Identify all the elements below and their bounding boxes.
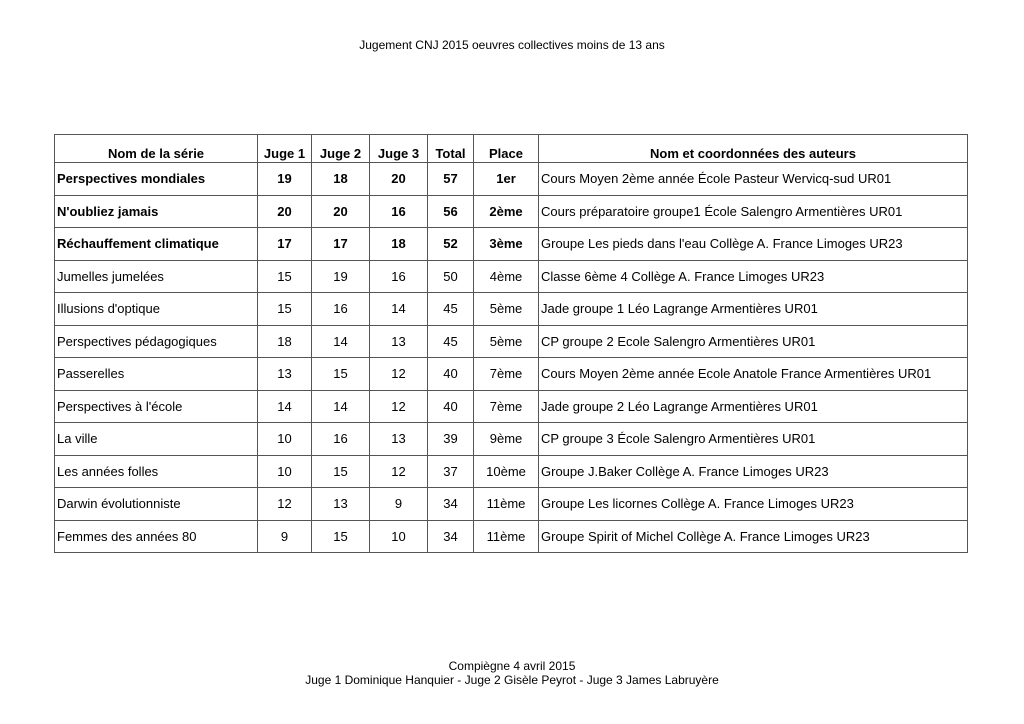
authors-cell: CP groupe 3 École Salengro Armentières UR01 bbox=[539, 423, 968, 456]
column-header-judge-2: Juge 2 bbox=[312, 135, 370, 163]
total-score-cell: 39 bbox=[428, 423, 474, 456]
authors-cell: Cours Moyen 2ème année Ecole Anatole France Armentières UR01 bbox=[539, 358, 968, 391]
judge-1-score-cell: 14 bbox=[258, 390, 312, 423]
series-name-cell: Réchauffement climatique bbox=[55, 228, 258, 261]
place-cell: 5ème bbox=[474, 325, 539, 358]
total-score-cell: 52 bbox=[428, 228, 474, 261]
judge-1-score-cell: 17 bbox=[258, 228, 312, 261]
total-score-cell: 45 bbox=[428, 325, 474, 358]
series-name-cell: Les années folles bbox=[55, 455, 258, 488]
judge-2-score-cell: 20 bbox=[312, 195, 370, 228]
table-row bbox=[55, 195, 968, 228]
place-cell: 10ème bbox=[474, 455, 539, 488]
judge-3-score-cell: 12 bbox=[370, 358, 428, 391]
authors-cell: Cours Moyen 2ème année École Pasteur Wervicq-sud UR01 bbox=[539, 163, 968, 196]
judge-1-score-cell: 18 bbox=[258, 325, 312, 358]
judge-3-score-cell: 16 bbox=[370, 195, 428, 228]
judge-1-score-cell: 12 bbox=[258, 488, 312, 521]
judge-1-score-cell: 20 bbox=[258, 195, 312, 228]
judge-2-score-cell: 15 bbox=[312, 455, 370, 488]
judge-1-score-cell: 13 bbox=[258, 358, 312, 391]
series-name-cell: Perspectives pédagogiques bbox=[55, 325, 258, 358]
place-cell: 2ème bbox=[474, 195, 539, 228]
series-name-cell: Perspectives à l'école bbox=[55, 390, 258, 423]
judge-3-score-cell: 12 bbox=[370, 390, 428, 423]
judge-1-score-cell: 10 bbox=[258, 423, 312, 456]
table-row bbox=[55, 260, 968, 293]
judge-1-score-cell: 15 bbox=[258, 260, 312, 293]
judge-2-score-cell: 16 bbox=[312, 423, 370, 456]
total-score-cell: 40 bbox=[428, 390, 474, 423]
judge-3-score-cell: 9 bbox=[370, 488, 428, 521]
series-name-cell: Illusions d'optique bbox=[55, 293, 258, 326]
footer-place-date: Compiègne 4 avril 2015 bbox=[448, 659, 576, 673]
total-score-cell: 56 bbox=[428, 195, 474, 228]
judge-1-score-cell: 19 bbox=[258, 163, 312, 196]
page-title: Jugement CNJ 2015 oeuvres collectives moins de 13 ans bbox=[359, 38, 665, 52]
table-row bbox=[55, 293, 968, 326]
series-name-cell: Femmes des années 80 bbox=[55, 520, 258, 553]
table-row bbox=[55, 163, 968, 196]
judge-3-score-cell: 14 bbox=[370, 293, 428, 326]
total-score-cell: 45 bbox=[428, 293, 474, 326]
authors-cell: Jade groupe 2 Léo Lagrange Armentières UR01 bbox=[539, 390, 968, 423]
judge-3-score-cell: 18 bbox=[370, 228, 428, 261]
table-row bbox=[55, 520, 968, 553]
judge-1-score-cell: 10 bbox=[258, 455, 312, 488]
authors-cell: Jade groupe 1 Léo Lagrange Armentières UR01 bbox=[539, 293, 968, 326]
table-row bbox=[55, 423, 968, 456]
place-cell: 11ème bbox=[474, 520, 539, 553]
authors-cell: Groupe Les licornes Collège A. France Limoges UR23 bbox=[539, 488, 968, 521]
authors-cell: Groupe Spirit of Michel Collège A. France Limoges UR23 bbox=[539, 520, 968, 553]
column-header-total: Total bbox=[428, 135, 474, 163]
column-header-place: Place bbox=[474, 135, 539, 163]
total-score-cell: 34 bbox=[428, 488, 474, 521]
results-table bbox=[54, 134, 968, 553]
place-cell: 7ème bbox=[474, 358, 539, 391]
total-score-cell: 37 bbox=[428, 455, 474, 488]
total-score-cell: 34 bbox=[428, 520, 474, 553]
judge-3-score-cell: 13 bbox=[370, 325, 428, 358]
table-row bbox=[55, 325, 968, 358]
authors-cell: Cours préparatoire groupe1 École Salengro Armentières UR01 bbox=[539, 195, 968, 228]
place-cell: 11ème bbox=[474, 488, 539, 521]
judge-2-score-cell: 14 bbox=[312, 390, 370, 423]
total-score-cell: 40 bbox=[428, 358, 474, 391]
authors-cell: CP groupe 2 Ecole Salengro Armentières UR01 bbox=[539, 325, 968, 358]
judge-2-score-cell: 15 bbox=[312, 520, 370, 553]
series-name-cell: Jumelles jumelées bbox=[55, 260, 258, 293]
judge-2-score-cell: 15 bbox=[312, 358, 370, 391]
judge-2-score-cell: 13 bbox=[312, 488, 370, 521]
judge-2-score-cell: 19 bbox=[312, 260, 370, 293]
place-cell: 5ème bbox=[474, 293, 539, 326]
judge-2-score-cell: 18 bbox=[312, 163, 370, 196]
column-header-judge-1: Juge 1 bbox=[258, 135, 312, 163]
table-row bbox=[55, 228, 968, 261]
judge-3-score-cell: 13 bbox=[370, 423, 428, 456]
series-name-cell: La ville bbox=[55, 423, 258, 456]
column-header-authors: Nom et coordonnées des auteurs bbox=[539, 135, 968, 163]
total-score-cell: 57 bbox=[428, 163, 474, 196]
authors-cell: Groupe Les pieds dans l'eau Collège A. France Limoges UR23 bbox=[539, 228, 968, 261]
authors-cell: Groupe J.Baker Collège A. France Limoges UR23 bbox=[539, 455, 968, 488]
series-name-cell: Darwin évolutionniste bbox=[55, 488, 258, 521]
place-cell: 7ème bbox=[474, 390, 539, 423]
place-cell: 4ème bbox=[474, 260, 539, 293]
judge-3-score-cell: 10 bbox=[370, 520, 428, 553]
table-header-row bbox=[55, 135, 968, 163]
place-cell: 9ème bbox=[474, 423, 539, 456]
table-row bbox=[55, 455, 968, 488]
place-cell: 3ème bbox=[474, 228, 539, 261]
series-name-cell: Passerelles bbox=[55, 358, 258, 391]
place-cell: 1er bbox=[474, 163, 539, 196]
table-row bbox=[55, 488, 968, 521]
table-row bbox=[55, 358, 968, 391]
judge-2-score-cell: 14 bbox=[312, 325, 370, 358]
series-name-cell: N'oubliez jamais bbox=[55, 195, 258, 228]
footer-judges: Juge 1 Dominique Hanquier - Juge 2 Gisèle Peyrot - Juge 3 James Labruyère bbox=[305, 673, 719, 687]
judge-3-score-cell: 12 bbox=[370, 455, 428, 488]
column-header-judge-3: Juge 3 bbox=[370, 135, 428, 163]
judge-2-score-cell: 16 bbox=[312, 293, 370, 326]
series-name-cell: Perspectives mondiales bbox=[55, 163, 258, 196]
total-score-cell: 50 bbox=[428, 260, 474, 293]
judge-2-score-cell: 17 bbox=[312, 228, 370, 261]
authors-cell: Classe 6ème 4 Collège A. France Limoges UR23 bbox=[539, 260, 968, 293]
judge-1-score-cell: 15 bbox=[258, 293, 312, 326]
judge-1-score-cell: 9 bbox=[258, 520, 312, 553]
judge-3-score-cell: 20 bbox=[370, 163, 428, 196]
table-row bbox=[55, 390, 968, 423]
column-header-series-name: Nom de la série bbox=[55, 135, 258, 163]
judge-3-score-cell: 16 bbox=[370, 260, 428, 293]
